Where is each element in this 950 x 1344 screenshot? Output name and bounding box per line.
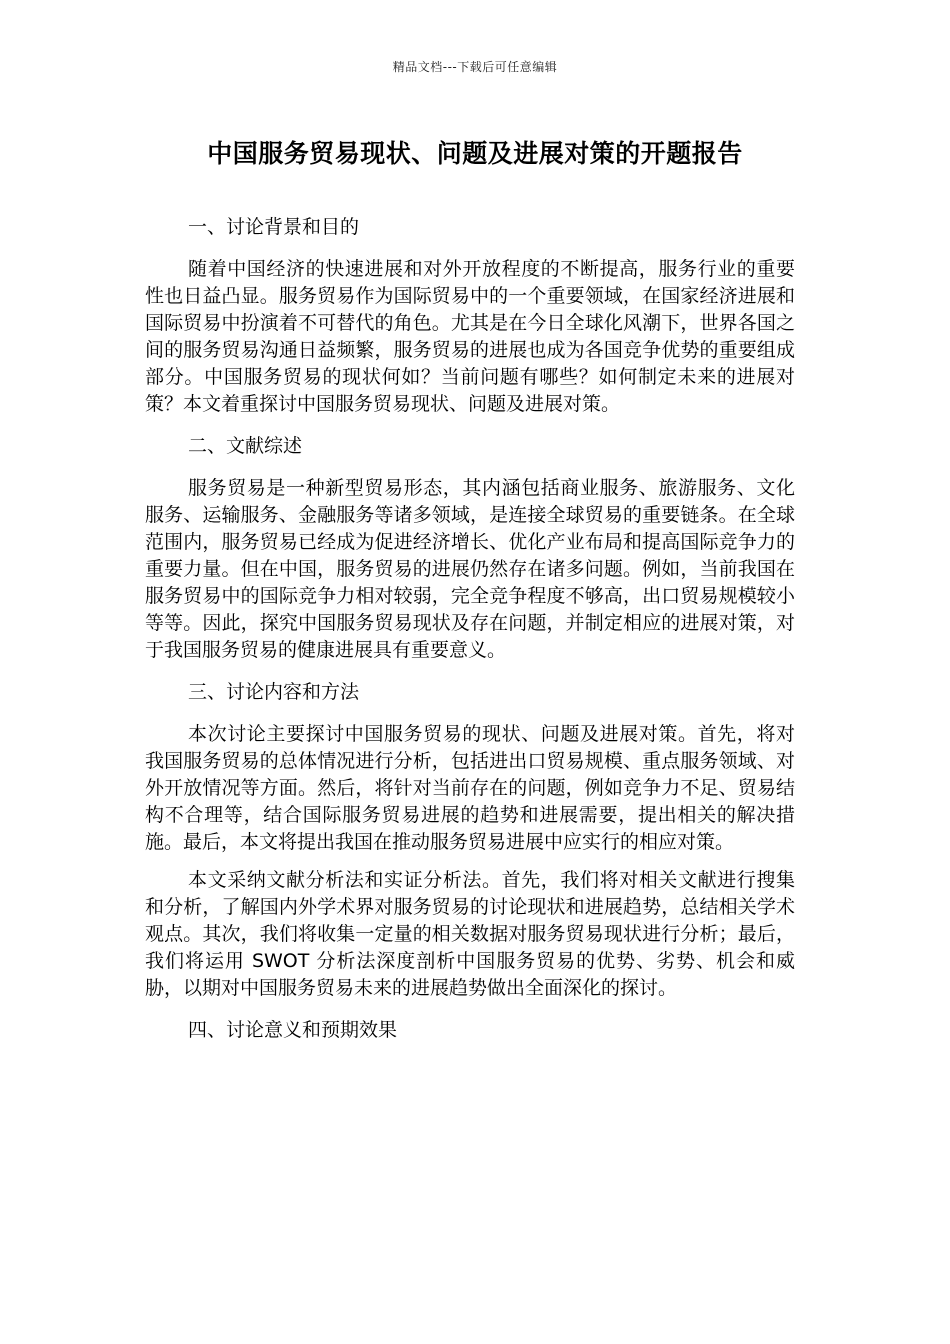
paragraph-methods: 本文采纳文献分析法和实证分析法。首先，我们将对相关文献进行搜集和分析，了解国内外学术界对服务贸易的讨论现状和进展趋势，总结相关学术观点。其次，我们将收集一定量的相关数据对服务贸易现状进行分析；最后，我们将运用 SWOT 分析法深度剖析中国服务贸易的优势、劣势、机会和威胁，以期对中国服务贸易未来的进展趋势做出全面深化的探讨。 xyxy=(145,869,795,999)
header-note: 精品文档---下载后可任意编辑 xyxy=(392,60,558,74)
document-body xyxy=(145,210,795,1059)
paragraph-content: 本次讨论主要探讨中国服务贸易的现状、问题及进展对策。首先，将对我国服务贸易的总体情况进行分析，包括进出口贸易规模、重点服务领域、对外开放情况等方面。然后，将针对当前存在的问题，例如竞争力不足、贸易结构不合理等，结合国际服务贸易进展的趋势和进展需要，提出相关的解决措施。最后，本文将提出我国在推动服务贸易进展中应实行的相应对策。 xyxy=(145,723,795,853)
paragraph-background: 随着中国经济的快速进展和对外开放程度的不断提高，服务行业的重要性也日益凸显。服务贸易作为国际贸易中的一个重要领域，在国家经济进展和国际贸易中扮演着不可替代的角色。尤其是在今日全球化风潮下，世界各国之间的服务贸易沟通日益频繁，服务贸易的进展也成为各国竞争优势的重要组成部分。中国服务贸易的现状何如？当前问题有哪些？如何制定未来的进展对策？本文着重探讨中国服务贸易现状、问题及进展对策。 xyxy=(145,258,795,415)
section-heading-significance: 四、讨论意义和预期效果 xyxy=(188,1019,398,1041)
section-heading-content-methods: 三、讨论内容和方法 xyxy=(188,681,360,703)
section-heading-background: 一、讨论背景和目的 xyxy=(188,216,360,238)
paragraph-literature-review: 服务贸易是一种新型贸易形态，其内涵包括商业服务、旅游服务、文化服务、运输服务、金融服务等诸多领域，是连接全球贸易的重要链条。在全球范围内，服务贸易已经成为促进经济增长、优化产业布局和提高国际竞争力的重要力量。但在中国，服务贸易的进展仍然存在诸多问题。例如，当前我国在服务贸易中的国际竞争力相对较弱，完全竞争程度不够高，出口贸易规模较小等等。因此，探究中国服务贸易现状及存在问题，并制定相应的进展对策，对于我国服务贸易的健康进展具有重要意义。 xyxy=(145,477,795,661)
document-title: 中国服务贸易现状、问题及进展对策的开题报告 xyxy=(207,139,743,168)
section-heading-literature-review: 二、文献综述 xyxy=(188,435,303,457)
